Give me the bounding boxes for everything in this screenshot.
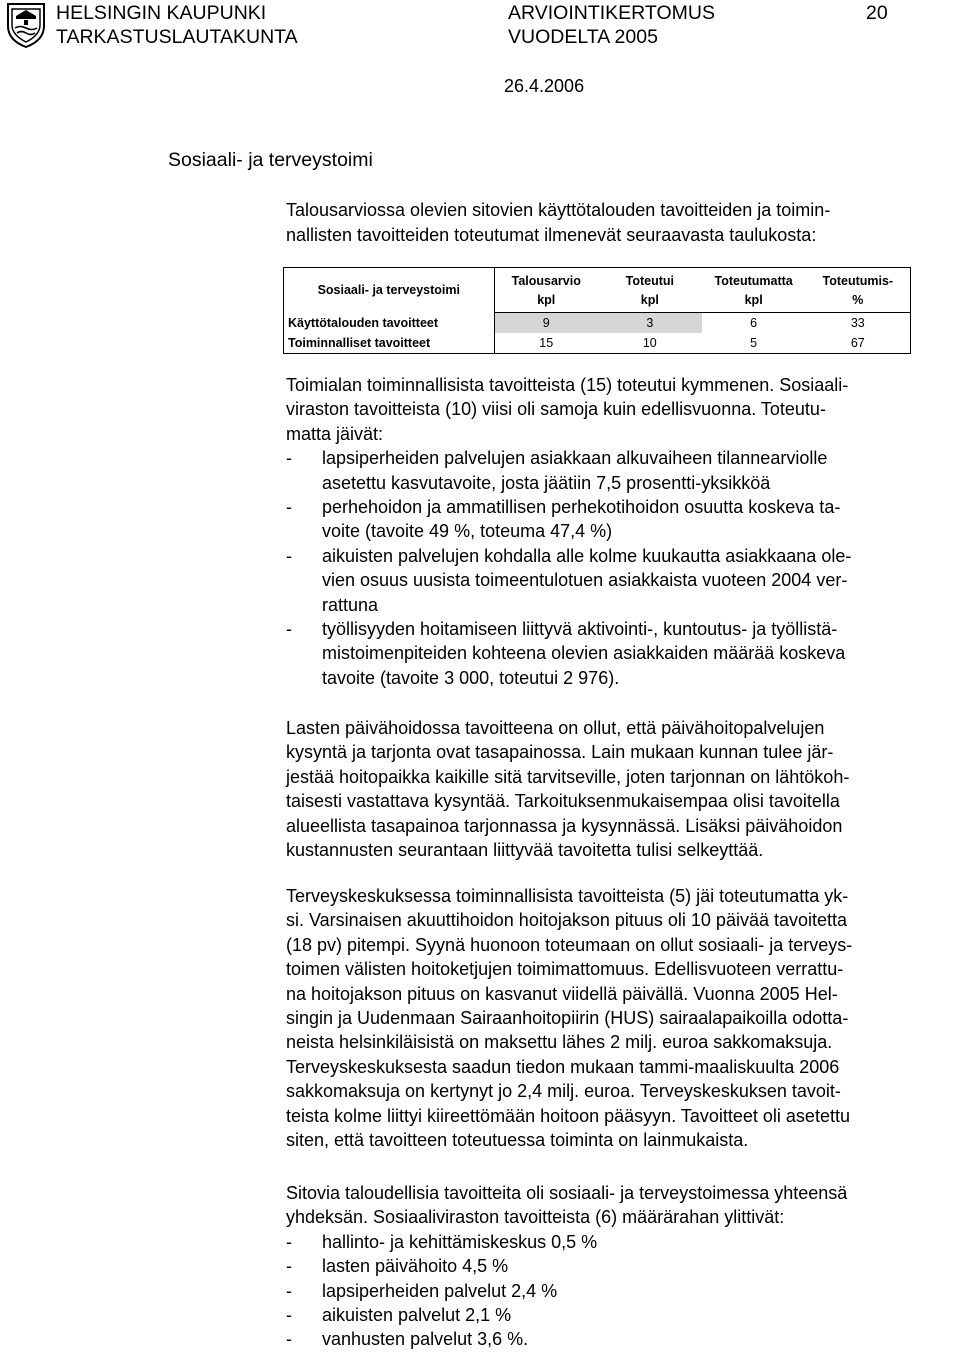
text-line: siten, että tavoitteen toteutuessa toiminta on lainmukaista. xyxy=(286,1130,749,1151)
text-line: kustannusten seurantaan liittyvää tavoitetta tulisi selkeyttää. xyxy=(286,840,764,861)
text-line: viraston tavoitteista (10) viisi oli samoja kuin edellisvuonna. Toteutu- xyxy=(286,399,826,420)
text-line: kysyntä ja tarjonta ovat tasapainossa. Lain mukaan kunnan tulee jär- xyxy=(286,742,834,763)
bullet-dash: - xyxy=(286,1305,292,1326)
text-line: mistoimenpiteiden kohteena olevien asiakkaiden määrää koskeva xyxy=(322,643,846,664)
text-line: nallisten tavoitteiden toteutumat ilmenevät seuraavasta taulukosta: xyxy=(286,225,817,245)
text-line: tavoite (tavoite 3 000, toteutui 2 976). xyxy=(322,667,620,688)
text-line: lapsiperheiden palvelujen asiakkaan alkuvaiheen tilannearviolle xyxy=(322,448,828,469)
text-line: na hoitojakson pituus on kasvanut viidellä päivällä. Vuonna 2005 Hel- xyxy=(286,983,838,1004)
table-cell: 6 xyxy=(750,316,758,330)
text-line: toimen välisten hoitoketjujen toimimattomuus. Edellisvuoteen verrattu- xyxy=(286,959,844,980)
text-line: teista kolme liittyi kiireettömään hoitoon pääsyyn. Tavoitteet oli asetettu xyxy=(286,1105,850,1126)
helsinki-coat-of-arms-logo xyxy=(6,2,46,48)
bullet-dash: - xyxy=(286,1256,292,1277)
text-line: työllisyyden hoitamiseen liittyvä aktivointi-, kuntoutus- ja työllistä- xyxy=(322,619,838,640)
list-item xyxy=(286,544,926,617)
section-heading: Sosiaali- ja terveystoimi xyxy=(168,149,373,171)
document-title xyxy=(508,1,715,49)
text-line: vanhusten palvelut 3,6 %. xyxy=(322,1329,529,1350)
list-item xyxy=(286,1230,926,1254)
list-item xyxy=(286,1327,926,1351)
list-item xyxy=(286,446,926,495)
bullet-dash: - xyxy=(286,448,292,469)
text-line: aikuisten palvelut 2,1 % xyxy=(322,1305,512,1326)
table-cell: 15 xyxy=(539,336,554,350)
text-line: (18 pv) pitempi. Syynä huonoon toteumaan on ollut sosiaali- ja terveys- xyxy=(286,934,853,955)
text-line: si. Varsinaisen akuuttihoidon hoitojakson pituus oli 10 päivää tavoitetta xyxy=(286,910,848,931)
organization-name xyxy=(56,1,298,49)
text-line: sakkomaksuja on kertynyt jo 2,4 milj. euroa. Terveyskeskuksen tavoit- xyxy=(286,1081,841,1102)
text-line: yhdeksän. Sosiaaliviraston tavoitteista (6) määrärahan ylittivät: xyxy=(286,1207,785,1228)
document-title-line-2: VUODELTA 2005 xyxy=(508,26,658,48)
text-line: Lasten päivähoidossa tavoitteena on ollut, että päivähoitopalvelujen xyxy=(286,718,825,738)
text-line: vien osuus uusista toimeentulotuen asiakkaista vuoteen 2004 ver- xyxy=(322,570,848,591)
paragraph-binding-financial-goals xyxy=(286,1181,926,1352)
paragraph-daycare xyxy=(286,716,926,862)
page-number: 20 xyxy=(866,2,888,24)
paragraph-social-services-goals xyxy=(286,373,926,690)
goals-table xyxy=(283,267,911,354)
intro-paragraph xyxy=(286,198,830,248)
bullet-dash: - xyxy=(286,1280,292,1301)
list-item xyxy=(286,617,926,690)
bullet-dash: - xyxy=(286,1329,292,1350)
text-line: perhehoidon ja ammatillisen perhekotihoidon osuutta koskeva ta- xyxy=(322,497,841,518)
bullet-dash: - xyxy=(286,497,292,518)
bullet-dash: - xyxy=(286,619,292,640)
table-cell: 9 xyxy=(494,313,598,334)
table-cell: 67 xyxy=(850,336,865,350)
text-line: rattuna xyxy=(322,594,379,615)
paragraph-health-center xyxy=(286,884,926,1152)
text-line: matta jäivät: xyxy=(286,423,384,444)
text-line: alueellista tasapainoa tarjonnassa ja kysynnässä. Lisäksi päivähoidon xyxy=(286,815,843,836)
text-line: Terveyskeskuksesta saadun tiedon mukaan tammi-maaliskuulta 2006 xyxy=(286,1056,840,1077)
column-unit-realized: kpl xyxy=(598,288,702,313)
text-line: singin ja Uudenmaan Sairaanhoitopiirin (HUS) sairaalapaikoilla odotta- xyxy=(286,1008,849,1029)
table-cell: 33 xyxy=(850,316,865,330)
organization-line-2: TARKASTUSLAUTAKUNTA xyxy=(56,26,298,48)
text-line: hallinto- ja kehittämiskeskus 0,5 % xyxy=(322,1231,598,1252)
text-line: taisesti vastattava kysyntää. Tarkoituksenmukaisempaa olisi tavoitella xyxy=(286,791,840,812)
bullet-dash: - xyxy=(286,1231,292,1252)
bullet-dash: - xyxy=(286,545,292,566)
table-corner-label: Sosiaali- ja terveystoimi xyxy=(284,268,495,313)
column-header-unrealized: Toteutumatta xyxy=(714,274,793,288)
text-line: Toimialan toiminnallisista tavoitteista (15) toteutui kymmenen. Sosiaali- xyxy=(286,375,849,395)
column-unit-budget: kpl xyxy=(494,288,598,313)
text-line: lasten päivähoito 4,5 % xyxy=(322,1256,509,1277)
text-line: neista helsinkiläisistä on maksettu lähes 2 milj. euroa sakkomaksuja. xyxy=(286,1032,833,1053)
list-item xyxy=(286,495,926,544)
table-row xyxy=(284,313,911,334)
text-line: voite (tavoite 49 %, toteuma 47,4 %) xyxy=(322,521,613,542)
list-item xyxy=(286,1279,926,1303)
document-date: 26.4.2006 xyxy=(504,76,585,96)
list-item xyxy=(286,1303,926,1327)
table-row xyxy=(284,333,911,354)
text-line: Sitovia taloudellisia tavoitteita oli sosiaali- ja terveystoimessa yhteensä xyxy=(286,1183,848,1203)
table-cell: 3 xyxy=(598,313,702,334)
document-title-line-1: ARVIOINTIKERTOMUS xyxy=(508,2,715,24)
text-line: Terveyskeskuksessa toiminnallisista tavoitteista (5) jäi toteutumatta yk- xyxy=(286,886,849,906)
column-unit-realization-rate: % xyxy=(806,288,911,313)
text-line: asetettu kasvutavoite, josta jäätiin 7,5 prosentti-yksikköä xyxy=(322,472,771,493)
organization-line-1: HELSINGIN KAUPUNKI xyxy=(56,2,267,24)
column-header-realization-rate: Toteutumis- xyxy=(822,274,894,288)
list-item xyxy=(286,1254,926,1278)
row-label: Käyttötalouden tavoitteet xyxy=(284,313,495,334)
row-label: Toiminnalliset tavoitteet xyxy=(284,333,495,354)
column-header-budget: Talousarvio xyxy=(511,274,581,288)
table-cell: 5 xyxy=(750,336,758,350)
text-line: Talousarviossa olevien sitovien käyttötalouden tavoitteiden ja toimin- xyxy=(286,200,831,220)
text-line: lapsiperheiden palvelut 2,4 % xyxy=(322,1280,558,1301)
column-header-realized: Toteutui xyxy=(625,274,674,288)
text-line: aikuisten palvelujen kohdalla alle kolme kuukautta asiakkaana ole- xyxy=(322,545,852,566)
text-line: jestää hoitopaikka kaikille sitä tarvitseville, joten tarjonnan on lähtökoh- xyxy=(286,766,850,787)
column-unit-unrealized: kpl xyxy=(702,288,806,313)
table-cell: 10 xyxy=(642,336,657,350)
